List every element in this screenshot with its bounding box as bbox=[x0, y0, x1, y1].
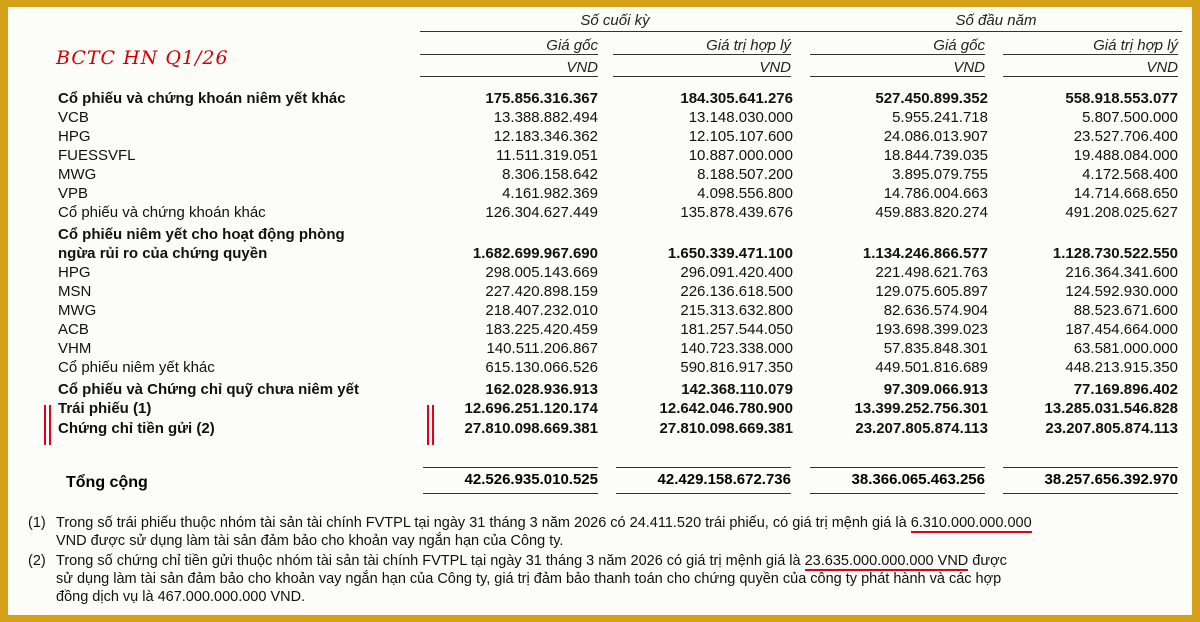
total-cost-start: 38.366.065.463.256 bbox=[851, 471, 985, 488]
value-fair-end: 140.723.338.000 bbox=[680, 340, 793, 357]
value-cost-start: 23.207.805.874.113 bbox=[855, 420, 988, 437]
value-fair-start: 1.128.730.522.550 bbox=[1052, 245, 1178, 262]
total-underline bbox=[616, 493, 791, 494]
value-cost-start: 1.134.246.866.577 bbox=[862, 245, 988, 262]
value-cost-end: 218.407.232.010 bbox=[485, 302, 598, 319]
handwritten-stamp: BCTC HN Q1/26 bbox=[56, 47, 229, 69]
value-fair-end: 10.887.000.000 bbox=[688, 147, 793, 164]
value-cost-start: 13.399.252.756.301 bbox=[854, 400, 988, 417]
row-label: MSN bbox=[58, 283, 92, 300]
table-row bbox=[58, 264, 1178, 284]
total-cost-end: 42.526.935.010.525 bbox=[464, 471, 598, 488]
value-fair-start: 124.592.930.000 bbox=[1065, 283, 1178, 300]
table-row bbox=[58, 340, 1178, 360]
highlighted-value: 6.310.000.000.000 bbox=[910, 515, 1032, 531]
row-label: VPB bbox=[58, 185, 89, 202]
row-label: VHM bbox=[58, 340, 92, 357]
row-label: Cổ phiếu niêm yết cho hoạt động phòng bbox=[58, 226, 345, 243]
value-cost-end: 4.161.982.369 bbox=[502, 185, 598, 202]
value-cost-end: 126.304.627.449 bbox=[485, 204, 598, 221]
value-cost-start: 18.844.739.035 bbox=[883, 147, 988, 164]
table-row bbox=[58, 321, 1178, 341]
col-header-fair-start: Giá trị hợp lý bbox=[1003, 37, 1178, 55]
highlight-mark bbox=[49, 405, 51, 445]
table-row bbox=[58, 359, 1178, 379]
value-fair-end: 27.810.098.669.381 bbox=[659, 420, 793, 437]
value-fair-end: 226.136.618.500 bbox=[680, 283, 793, 300]
row-label: Cổ phiếu và chứng khoán khác bbox=[58, 204, 266, 221]
value-cost-start: 527.450.899.352 bbox=[875, 90, 988, 107]
value-cost-start: 459.883.820.274 bbox=[875, 204, 988, 221]
total-underline bbox=[810, 493, 985, 494]
value-cost-start: 97.309.066.913 bbox=[883, 381, 988, 398]
table-row bbox=[58, 302, 1178, 322]
total-fair-end: 42.429.158.672.736 bbox=[657, 471, 791, 488]
footnote-text: sử dụng làm tài sản đảm bảo cho khoản vay ngắn hạn của Công ty, giá trị đảm bảo thanh toán cho chứng quyền của công ty phát hành và các hợp bbox=[56, 571, 1002, 587]
row-label: FUESSVFL bbox=[58, 147, 136, 164]
row-label: HPG bbox=[58, 264, 91, 281]
highlight-mark bbox=[427, 405, 429, 445]
highlight-mark bbox=[432, 405, 434, 445]
table-row bbox=[58, 185, 1178, 205]
value-cost-end: 615.130.066.526 bbox=[485, 359, 598, 376]
value-fair-start: 14.714.668.650 bbox=[1073, 185, 1178, 202]
value-cost-end: 140.511.206.867 bbox=[486, 340, 598, 357]
unit-fair-end: VND bbox=[613, 59, 791, 77]
value-fair-end: 12.642.046.780.900 bbox=[659, 400, 793, 417]
col-header-cost-end: Giá gốc bbox=[420, 37, 598, 55]
value-cost-end: 183.225.420.459 bbox=[485, 321, 598, 338]
footnote-text: Trong số chứng chỉ tiền gửi thuộc nhóm tài sản tài chính FVTPL tại ngày 31 tháng 3 năm 2026 có giá trị mệnh giá là 23.635.000.000.000 VND được bbox=[56, 553, 1007, 569]
total-underline bbox=[1003, 493, 1178, 494]
value-cost-end: 8.306.158.642 bbox=[502, 166, 598, 183]
highlight-mark bbox=[44, 405, 46, 445]
document-frame bbox=[8, 7, 1192, 615]
value-fair-end: 181.257.544.050 bbox=[680, 321, 793, 338]
value-cost-start: 221.498.621.763 bbox=[875, 264, 988, 281]
value-cost-end: 11.511.319.051 bbox=[495, 147, 598, 164]
value-fair-end: 12.105.107.600 bbox=[688, 128, 793, 145]
value-fair-start: 63.581.000.000 bbox=[1073, 340, 1178, 357]
unit-fair-start: VND bbox=[1003, 59, 1178, 77]
value-cost-end: 162.028.936.913 bbox=[485, 381, 598, 398]
value-fair-end: 4.098.556.800 bbox=[697, 185, 793, 202]
group-header-start: Số đầu năm bbox=[810, 12, 1182, 32]
highlighted-value: 23.635.000.000.000 VND bbox=[804, 553, 969, 569]
table-row bbox=[58, 420, 1178, 440]
total-underline bbox=[423, 493, 598, 494]
value-cost-start: 24.086.013.907 bbox=[883, 128, 988, 145]
value-fair-end: 1.650.339.471.100 bbox=[667, 245, 793, 262]
table-row bbox=[58, 381, 1178, 401]
footnote-text: Trong số trái phiếu thuộc nhóm tài sản tài chính FVTPL tại ngày 31 tháng 3 năm 2026 có 24.411.520 trái phiếu, có giá trị mệnh giá là 6.310.000.000.000 bbox=[56, 515, 1032, 531]
value-cost-start: 57.835.848.301 bbox=[883, 340, 988, 357]
value-fair-end: 13.148.030.000 bbox=[688, 109, 793, 126]
value-fair-start: 4.172.568.400 bbox=[1082, 166, 1178, 183]
total-label: Tổng cộng bbox=[66, 474, 148, 491]
group-header-end: Số cuối kỳ bbox=[420, 12, 810, 32]
row-label: MWG bbox=[58, 302, 97, 319]
value-cost-end: 298.005.143.669 bbox=[485, 264, 598, 281]
value-fair-end: 135.878.439.676 bbox=[680, 204, 793, 221]
value-fair-start: 187.454.664.000 bbox=[1065, 321, 1178, 338]
value-fair-end: 215.313.632.800 bbox=[680, 302, 793, 319]
table-row bbox=[58, 90, 1178, 110]
value-fair-start: 491.208.025.627 bbox=[1065, 204, 1178, 221]
value-fair-start: 5.807.500.000 bbox=[1082, 109, 1178, 126]
table-row bbox=[58, 245, 1178, 265]
table-row bbox=[58, 147, 1178, 167]
value-cost-start: 5.955.241.718 bbox=[892, 109, 988, 126]
row-label: ACB bbox=[58, 321, 89, 338]
col-header-cost-start: Giá gốc bbox=[810, 37, 985, 55]
value-fair-end: 8.188.507.200 bbox=[697, 166, 793, 183]
table-row bbox=[58, 128, 1178, 148]
table-row bbox=[58, 283, 1178, 303]
row-label: Chứng chỉ tiền gửi (2) bbox=[58, 420, 215, 437]
value-cost-end: 12.183.346.362 bbox=[493, 128, 598, 145]
row-label: Cổ phiếu và chứng khoán niêm yết khác bbox=[58, 90, 346, 107]
value-cost-end: 175.856.316.367 bbox=[485, 90, 598, 107]
value-fair-end: 590.816.917.350 bbox=[680, 359, 793, 376]
value-cost-end: 12.696.251.120.174 bbox=[464, 400, 598, 417]
total-separator bbox=[616, 467, 791, 468]
row-label: Trái phiếu (1) bbox=[58, 400, 152, 417]
value-cost-start: 14.786.004.663 bbox=[883, 185, 988, 202]
value-fair-start: 13.285.031.546.828 bbox=[1044, 400, 1178, 417]
footnote-number: (1) bbox=[28, 515, 46, 531]
value-cost-start: 449.501.816.689 bbox=[875, 359, 988, 376]
value-cost-start: 82.636.574.904 bbox=[883, 302, 988, 319]
unit-cost-start: VND bbox=[810, 59, 985, 77]
total-fair-start: 38.257.656.392.970 bbox=[1044, 471, 1178, 488]
value-fair-start: 77.169.896.402 bbox=[1073, 381, 1178, 398]
value-fair-end: 142.368.110.079 bbox=[681, 381, 793, 398]
row-label: MWG bbox=[58, 166, 97, 183]
total-separator bbox=[423, 467, 598, 468]
unit-cost-end: VND bbox=[420, 59, 598, 77]
row-label: HPG bbox=[58, 128, 91, 145]
table-row bbox=[58, 109, 1178, 129]
row-label: ngừa rủi ro của chứng quyền bbox=[58, 245, 268, 262]
value-cost-start: 3.895.079.755 bbox=[892, 166, 988, 183]
value-cost-start: 129.075.605.897 bbox=[875, 283, 988, 300]
value-cost-end: 1.682.699.967.690 bbox=[472, 245, 598, 262]
value-fair-start: 216.364.341.600 bbox=[1065, 264, 1178, 281]
value-cost-end: 13.388.882.494 bbox=[493, 109, 598, 126]
table-row bbox=[58, 400, 1178, 420]
row-label: Cổ phiếu niêm yết khác bbox=[58, 359, 215, 376]
footnote-text: VND được sử dụng làm tài sản đảm bảo cho khoản vay ngắn hạn của Công ty. bbox=[56, 533, 564, 549]
footnote-text: đồng dịch vụ là 467.000.000.000 VND. bbox=[56, 589, 306, 605]
value-cost-end: 227.420.898.159 bbox=[485, 283, 598, 300]
value-fair-end: 296.091.420.400 bbox=[680, 264, 793, 281]
row-label: VCB bbox=[58, 109, 89, 126]
total-separator bbox=[810, 467, 985, 468]
value-fair-start: 88.523.671.600 bbox=[1073, 302, 1178, 319]
value-fair-end: 184.305.641.276 bbox=[680, 90, 793, 107]
value-fair-start: 558.918.553.077 bbox=[1065, 90, 1178, 107]
value-fair-start: 23.207.805.874.113 bbox=[1045, 420, 1178, 437]
value-fair-start: 448.213.915.350 bbox=[1065, 359, 1178, 376]
value-fair-start: 19.488.084.000 bbox=[1073, 147, 1178, 164]
table-row bbox=[58, 204, 1178, 224]
table-row bbox=[58, 226, 1178, 246]
total-separator bbox=[1003, 467, 1178, 468]
col-header-fair-end: Giá trị hợp lý bbox=[613, 37, 791, 55]
value-fair-start: 23.527.706.400 bbox=[1073, 128, 1178, 145]
table-row bbox=[58, 166, 1178, 186]
row-label: Cổ phiếu và Chứng chỉ quỹ chưa niêm yết bbox=[58, 381, 359, 398]
footnote-number: (2) bbox=[28, 553, 46, 569]
value-cost-start: 193.698.399.023 bbox=[875, 321, 988, 338]
value-cost-end: 27.810.098.669.381 bbox=[464, 420, 598, 437]
